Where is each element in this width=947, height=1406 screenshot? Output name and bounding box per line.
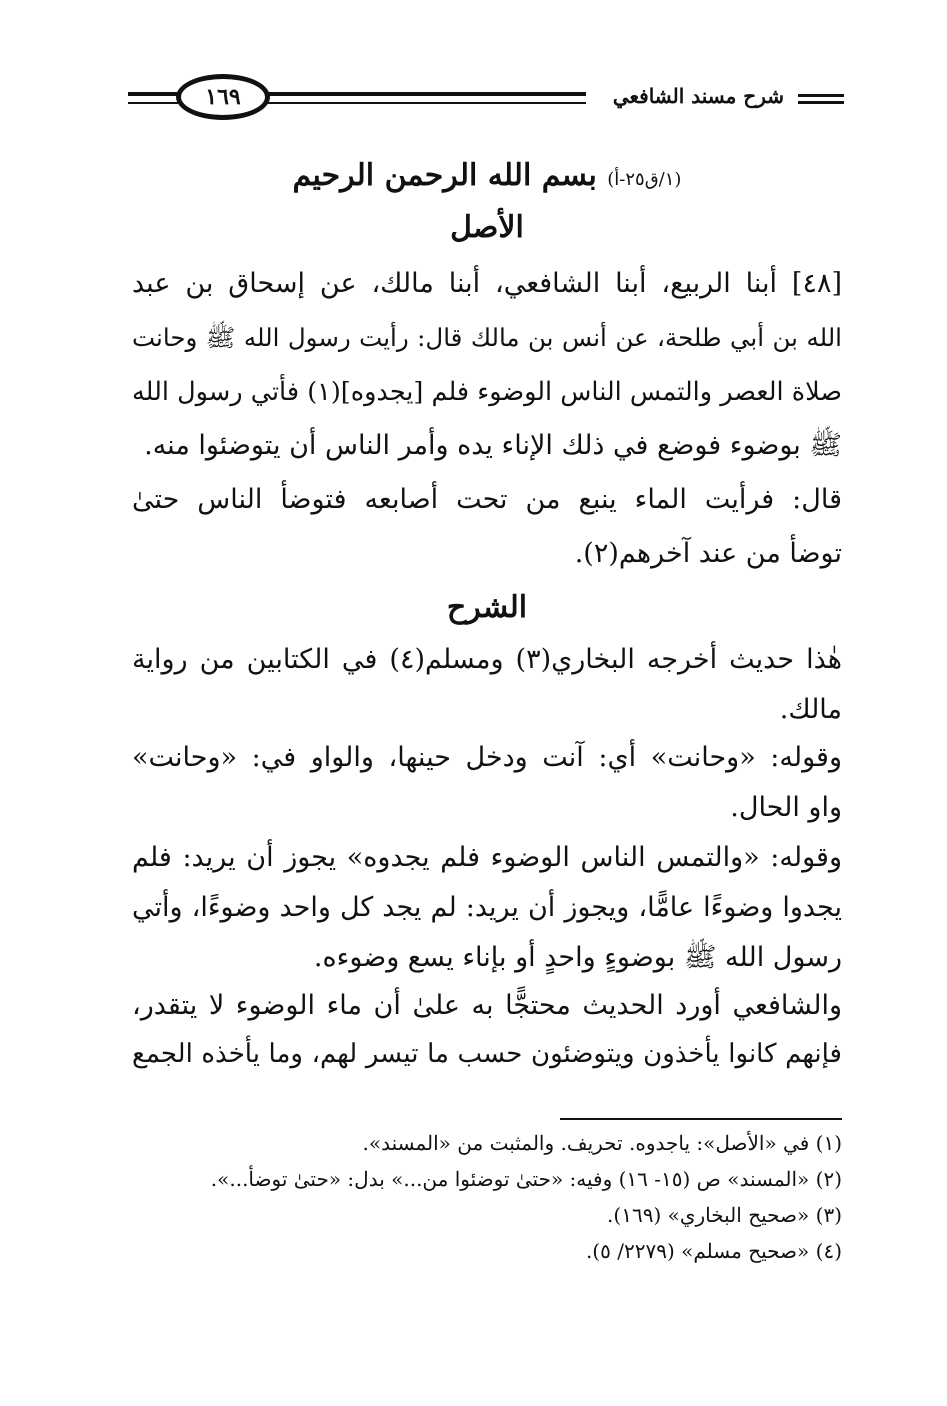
sharh-line: فإنهم كانوا يأخذون ويتوضئون حسب ما تيسر لهم، وما يأخذه الجمع	[132, 1039, 842, 1069]
asl-line: قال: فرأيت الماء ينبع من تحت أصابعه فتوضأ الناس حتىٰ	[132, 484, 842, 515]
sharh-line: وقوله: «وحانت» أي: آنت ودخل حينها، والواو في: «وحانت»	[132, 742, 842, 773]
footnote: (٤) «صحيح مسلم» (٢٢٧٩/ ٥).	[585, 1239, 842, 1263]
asl-line: الله بن أبي طلحة، عن أنس بن مالك قال: رأيت رسول الله ﷺ وحانت	[132, 323, 842, 352]
basmala-text: بسم الله الرحمن الرحيم	[292, 158, 597, 193]
book-title: شرح مسند الشافعي	[612, 84, 784, 108]
basmala-heading	[132, 158, 842, 193]
sharh-line: واو الحال.	[730, 792, 842, 823]
sharh-line: يجدوا وضوءًا عامًّا، ويجوز أن يريد: لم يجد كل واحد وضوءًا، وأتي	[132, 892, 842, 923]
sharh-line: هٰذا حديث أخرجه البخاري(٣) ومسلم(٤) في الكتابين من رواية	[132, 644, 842, 675]
page-number: ١٦٩	[176, 74, 270, 120]
page-header	[128, 72, 844, 128]
footnote-separator	[560, 1118, 842, 1120]
header-ornament	[798, 94, 844, 104]
footnote: (١) في «الأصل»: ياجدوه. تحريف. والمثبت من «المسند».	[362, 1131, 842, 1155]
sharh-line: والشافعي أورد الحديث محتجًّا به علىٰ أن ماء الوضوء لا يتقدر،	[132, 990, 842, 1021]
section-title-sharh: الشرح	[446, 590, 528, 625]
manuscript-ref: (١/ق٢٥-أ)	[607, 169, 682, 190]
sharh-line: وقوله: «والتمس الناس الوضوء فلم يجدوه» يجوز أن يريد: فلم	[132, 842, 842, 873]
sharh-line: مالك.	[779, 694, 842, 725]
asl-line: توضأ من عند آخرهم(٢).	[574, 538, 842, 569]
asl-line: [٤٨] أبنا الربيع، أبنا الشافعي، أبنا مالك، عن إسحاق بن عبد	[132, 268, 842, 299]
section-title-asl: الأصل	[450, 210, 524, 245]
sharh-line: رسول الله ﷺ بوضوءٍ واحدٍ أو بإناء يسع وضوءه.	[313, 942, 842, 973]
asl-line: صلاة العصر والتمس الناس الوضوء فلم [يجدوه](١) فأتي رسول الله	[132, 377, 842, 407]
header-rule-left	[128, 92, 178, 104]
footnote: (٢) «المسند» ص (١٥- ١٦) وفيه: «حتىٰ توضئوا من...» بدل: «حتىٰ توضأ...».	[210, 1167, 842, 1191]
header-rule	[268, 92, 586, 104]
asl-line: ﷺ بوضوء فوضع في ذلك الإناء يده وأمر الناس أن يتوضئوا منه.	[144, 430, 842, 461]
footnote: (٣) «صحيح البخاري» (١٦٩).	[607, 1203, 842, 1227]
